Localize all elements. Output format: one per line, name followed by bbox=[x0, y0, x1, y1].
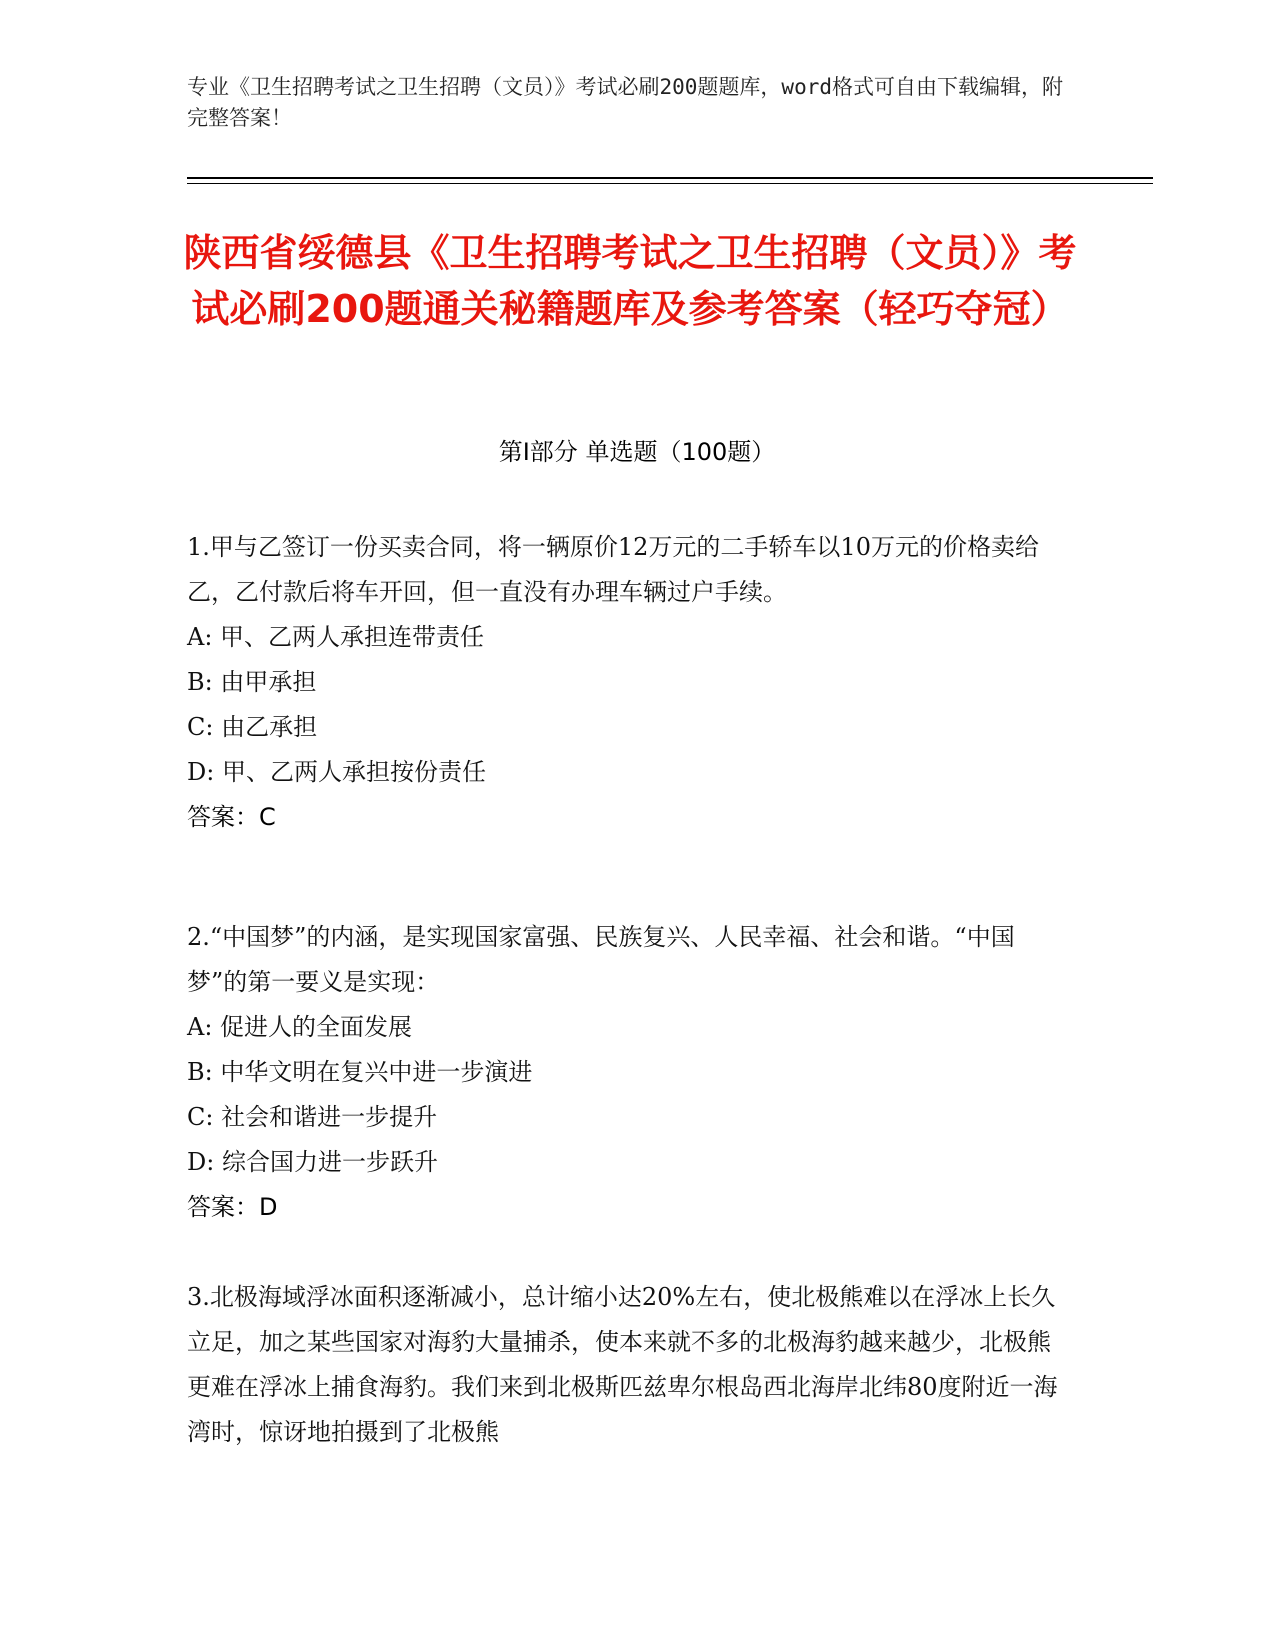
question-stem: 1.甲与乙签订一份买卖合同，将一辆原价12万元的二手轿车以10万元的价格卖给乙，乙付款后将车开回，但一直没有办理车辆过户手续。 bbox=[187, 533, 1039, 606]
option-d: D: 甲、乙两人承担按份责任 bbox=[187, 758, 486, 786]
question-stem: 2.“中国梦”的内涵，是实现国家富强、民族复兴、人民幸福、社会和谐。“中国梦”的第一要义是实现： bbox=[187, 923, 1015, 996]
answer: 答案：D bbox=[187, 1193, 278, 1221]
question-3 bbox=[187, 1275, 1067, 1455]
option-a: A: 甲、乙两人承担连带责任 bbox=[187, 623, 485, 651]
answer: 答案：C bbox=[187, 803, 276, 831]
section-title: 第I部分 单选题（100题） bbox=[498, 438, 776, 466]
option-d: D: 综合国力进一步跃升 bbox=[187, 1148, 438, 1176]
header-note: 专业《卫生招聘考试之卫生招聘（文员）》考试必刷200题题库，word格式可自由下载编辑，附完整答案！ bbox=[187, 75, 1063, 130]
option-b: B: 中华文明在复兴中进一步演进 bbox=[187, 1058, 533, 1086]
document-title: 陕西省绥德县《卫生招聘考试之卫生招聘（文员）》考试必刷200题通关秘籍题库及参考答案（轻巧夺冠） bbox=[183, 231, 1077, 331]
question-stem: 3.北极海域浮冰面积逐渐减小，总计缩小达20%左右，使北极熊难以在浮冰上长久立足，加之某些国家对海豹大量捕杀，使本来就不多的北极海豹越来越少，北极熊更难在浮冰上捕食海豹。我们来到北极斯匹兹卑尔根岛西北海岸北纬80度附近一海湾时，惊讶地拍摄到了北极熊 bbox=[187, 1283, 1058, 1446]
option-c: C: 由乙承担 bbox=[187, 713, 318, 741]
header-rule-thin bbox=[187, 183, 1153, 184]
question-2 bbox=[187, 915, 1067, 1230]
header-rule-thick bbox=[187, 177, 1153, 179]
option-b: B: 由甲承担 bbox=[187, 668, 317, 696]
question-1 bbox=[187, 525, 1067, 840]
option-a: A: 促进人的全面发展 bbox=[187, 1013, 413, 1041]
option-c: C: 社会和谐进一步提升 bbox=[187, 1103, 438, 1131]
